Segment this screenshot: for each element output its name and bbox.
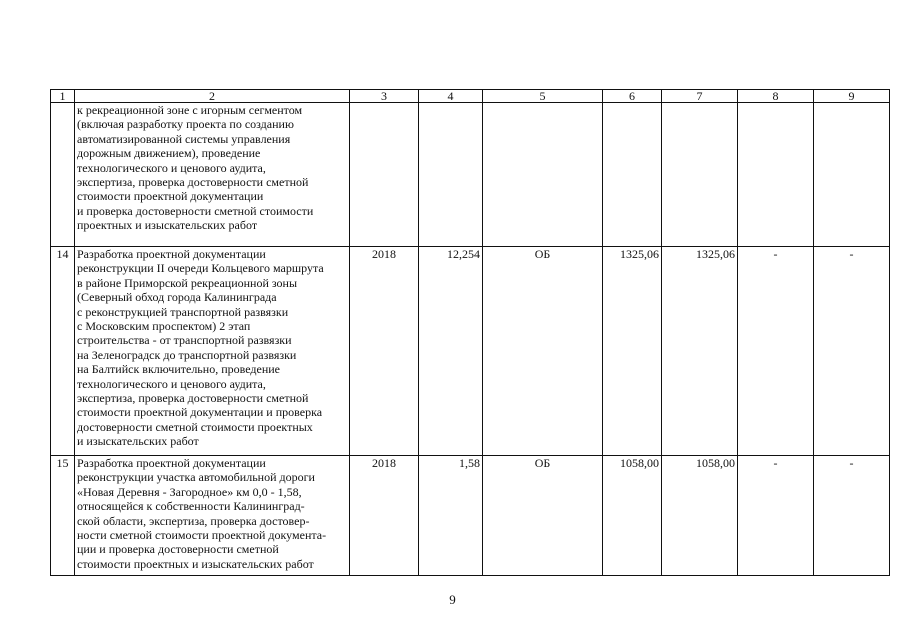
column-header: 4 bbox=[419, 90, 483, 103]
table-row bbox=[51, 247, 890, 456]
row-description: Разработка проектной документации реконструкции участка автомобильной дороги «Новая Деревня - Загородное» км 0,0 - 1,58, относящейся к собственности Калининград- ской области, экспертиза, проверка достовер- ности сметной стоимости проектной документа- ции и проверка достоверности сметной стоимости проектных и изыскательских работ bbox=[75, 456, 350, 576]
row-col9: - bbox=[814, 247, 890, 456]
column-header: 2 bbox=[75, 90, 350, 103]
row-source bbox=[483, 103, 603, 247]
table-row bbox=[51, 103, 890, 247]
row-value: 1,58 bbox=[419, 456, 483, 576]
table-row bbox=[51, 456, 890, 576]
row-year: 2018 bbox=[350, 456, 419, 576]
column-header: 1 bbox=[51, 90, 75, 103]
column-header: 9 bbox=[814, 90, 890, 103]
row-total: 1058,00 bbox=[603, 456, 662, 576]
row-description: к рекреационной зоне с игорным сегментом (включая разработку проекта по созданию автоматизированной системы управления дорожным движением), проведение технологического и ценового аудита, экспертиза, проверка достоверности сметной стоимости проектной документации и проверка достоверности сметной стоимости проектных и изыскательских работ bbox=[75, 103, 350, 247]
row-value: 12,254 bbox=[419, 247, 483, 456]
budget-table bbox=[50, 89, 890, 576]
row-year: 2018 bbox=[350, 247, 419, 456]
row-source: ОБ bbox=[483, 456, 603, 576]
row-total bbox=[603, 103, 662, 247]
column-header: 7 bbox=[662, 90, 738, 103]
row-col9: - bbox=[814, 456, 890, 576]
row-description: Разработка проектной документации реконструкции II очереди Кольцевого маршрута в районе Приморской рекреационной зоны (Северный обход города Калининграда с реконструкцией транспортной развязки с Московским проспектом) 2 этап строительства - от транспортной развязки на Зеленоградск до транспортной развязки на Балтийск включительно, проведение технологического и ценового аудита, экспертиза, проверка достоверности сметной стоимости проектной документации и проверка достоверности сметной стоимости проектных и изыскательских работ bbox=[75, 247, 350, 456]
row-col7: 1325,06 bbox=[662, 247, 738, 456]
row-col8 bbox=[738, 103, 814, 247]
row-col8: - bbox=[738, 456, 814, 576]
row-col8: - bbox=[738, 247, 814, 456]
row-number: 14 bbox=[51, 247, 75, 456]
table-header-row bbox=[51, 90, 890, 103]
row-total: 1325,06 bbox=[603, 247, 662, 456]
column-header: 5 bbox=[483, 90, 603, 103]
row-number: 15 bbox=[51, 456, 75, 576]
row-col7: 1058,00 bbox=[662, 456, 738, 576]
row-source: ОБ bbox=[483, 247, 603, 456]
row-col7 bbox=[662, 103, 738, 247]
column-header: 3 bbox=[350, 90, 419, 103]
page-number: 9 bbox=[449, 592, 456, 607]
row-number bbox=[51, 103, 75, 247]
row-year bbox=[350, 103, 419, 247]
row-col9 bbox=[814, 103, 890, 247]
column-header: 8 bbox=[738, 90, 814, 103]
row-value bbox=[419, 103, 483, 247]
column-header: 6 bbox=[603, 90, 662, 103]
